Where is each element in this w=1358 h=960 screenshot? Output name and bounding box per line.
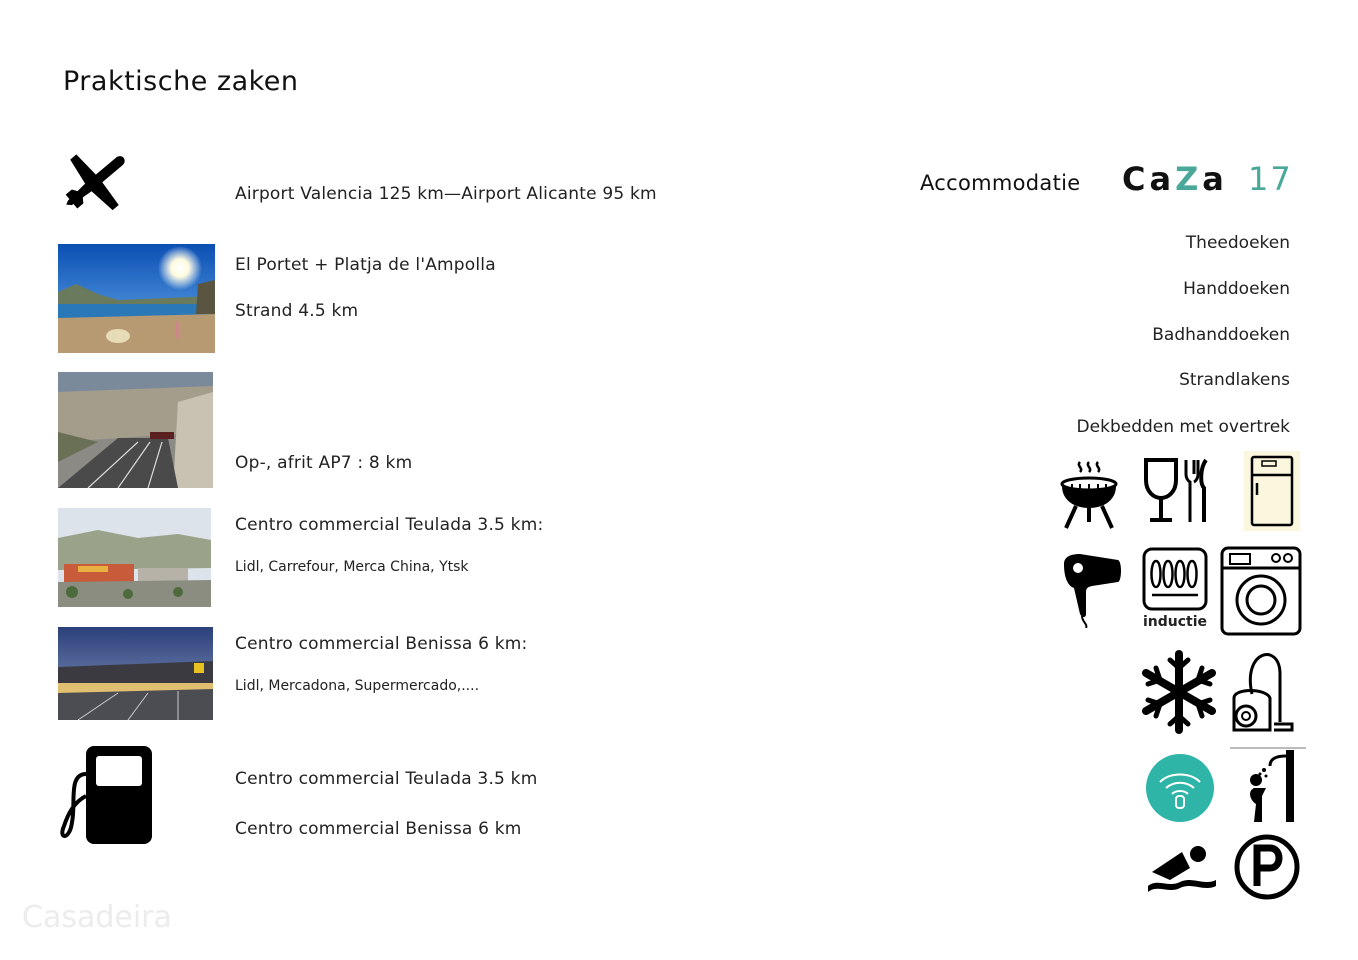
linen-beach-towels: Strandlakens — [1179, 370, 1290, 390]
brand-name — [1122, 160, 1228, 198]
plane-icon — [56, 142, 136, 220]
mall-teulada-photo — [58, 508, 211, 607]
airport-distance: Airport Valencia 125 km—Airport Alicante 95 km — [235, 184, 657, 204]
mall-benissa-photo — [58, 627, 213, 720]
watermark: Casadeira — [22, 900, 172, 935]
brand-prefix: Ca — [1122, 160, 1176, 198]
brand-suffix: a — [1202, 160, 1228, 198]
fuel-benissa: Centro commercial Benissa 6 km — [235, 819, 522, 839]
highway-distance: Op-, afrit AP7 : 8 km — [235, 453, 413, 473]
linen-duvets: Dekbedden met overtrek — [1076, 417, 1290, 437]
barbecue-icon — [1058, 458, 1120, 530]
induction-label: inductie — [1142, 614, 1208, 630]
outdoor-shower-icon — [1230, 746, 1306, 824]
brand-number: 17 — [1248, 160, 1293, 198]
brand-accent: Z — [1175, 160, 1203, 198]
mall-teulada-title: Centro commercial Teulada 3.5 km: — [235, 515, 544, 535]
mall-benissa-title: Centro commercial Benissa 6 km: — [235, 634, 528, 654]
fridge-icon — [1244, 451, 1300, 531]
fuel-pump-icon — [60, 744, 154, 846]
glass-fork-knife-icon — [1142, 458, 1210, 524]
page-title: Praktische zaken — [63, 66, 299, 97]
washing-machine-icon — [1220, 546, 1302, 636]
mall-benissa-shops: Lidl, Mercadona, Supermercado,.... — [235, 678, 480, 694]
wifi-icon — [1146, 754, 1214, 822]
highway-photo — [58, 372, 213, 488]
linen-hand-towels: Handdoeken — [1183, 279, 1290, 299]
linen-bath-towels: Badhanddoeken — [1152, 325, 1290, 345]
induction-hob-icon — [1142, 547, 1208, 611]
beach-photo — [58, 244, 215, 353]
parking-icon — [1234, 834, 1300, 900]
swimmer-icon — [1146, 842, 1218, 894]
vacuum-cleaner-icon — [1226, 648, 1294, 734]
accommodation-label: Accommodatie — [920, 171, 1081, 195]
fuel-teulada: Centro commercial Teulada 3.5 km — [235, 769, 538, 789]
beach-name: El Portet + Platja de l'Ampolla — [235, 255, 496, 275]
hairdryer-icon — [1058, 552, 1124, 628]
snowflake-icon — [1142, 650, 1216, 734]
linen-tea-towels: Theedoeken — [1185, 233, 1290, 253]
mall-teulada-shops: Lidl, Carrefour, Merca China, Ytsk — [235, 559, 469, 575]
beach-distance: Strand 4.5 km — [235, 301, 359, 321]
